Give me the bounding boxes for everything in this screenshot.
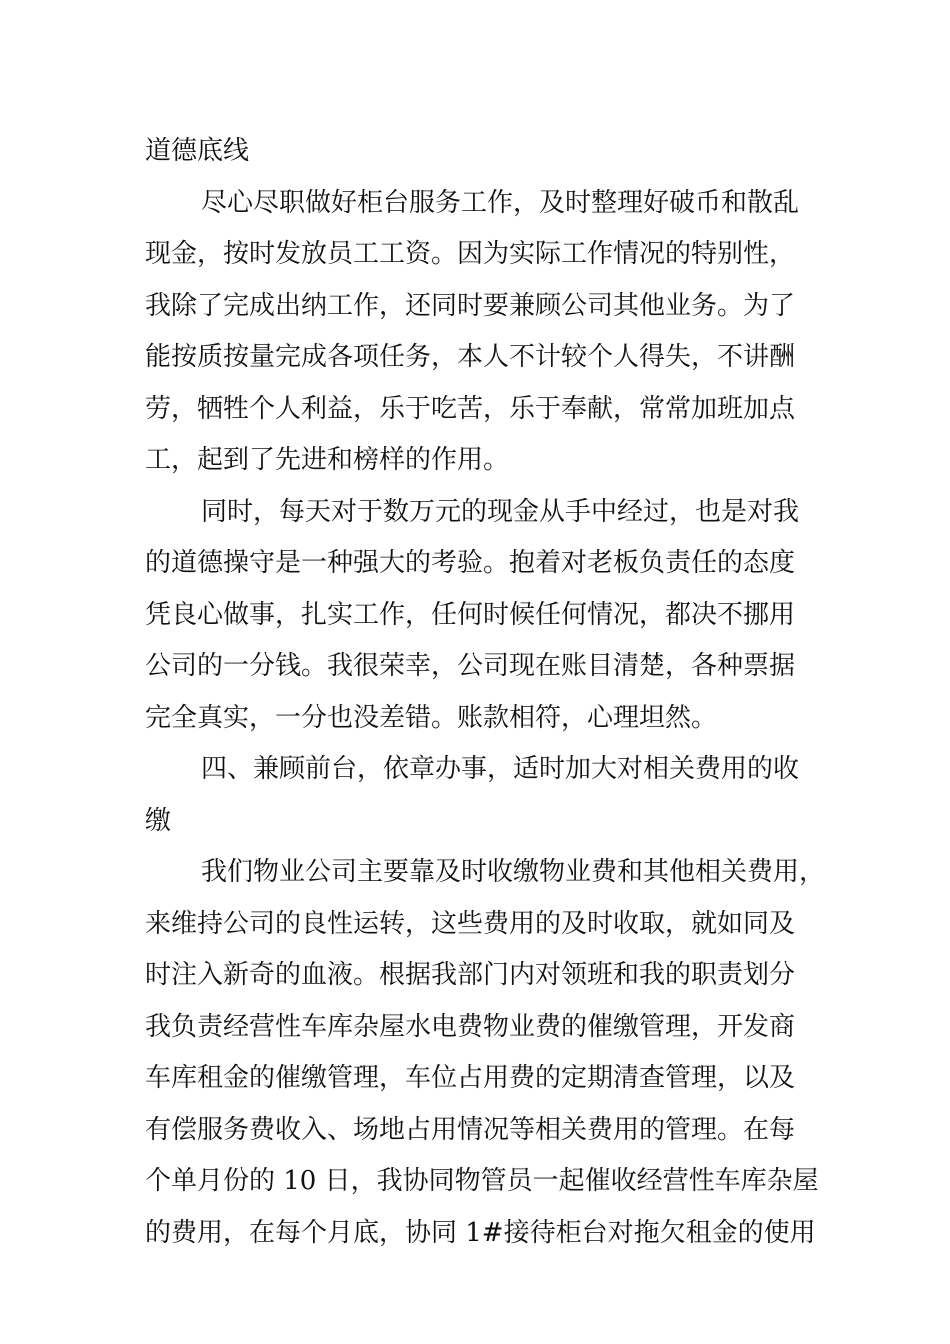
document-body — [145, 126, 826, 1259]
section-heading-line: 缴 — [145, 805, 172, 836]
text-line: 现金，按时发放员工工资。因为实际工作情况的特别性， — [145, 239, 796, 269]
text-line: 凭良心做事，扎实工作，任何时候任何情况，都决不挪用 — [145, 599, 796, 630]
text-line: 车库租金的催缴管理，车位占用费的定期清查管理，以及 — [145, 1063, 796, 1093]
text-line: 劳，牺牲个人利益，乐于吃苦，乐于奉献，常常加班加点 — [145, 393, 796, 424]
text-line: 完全真实，一分也没差错。账款相符，心理坦然。 — [145, 702, 718, 733]
section-heading-line: 四、兼顾前台，依章办事，适时加大对相关费用的收 — [201, 754, 800, 784]
text-line: 我除了完成出纳工作，还同时要兼顾公司其他业务。为了 — [145, 290, 796, 321]
text-line: 的费用，在每个月底，协同 1#接待柜台对拖欠租金的使用 — [145, 1217, 816, 1248]
text-line: 来维持公司的良性运转，这些费用的及时收取，就如同及 — [145, 908, 796, 939]
text-line: 时注入新奇的血液。根据我部门内对领班和我的职责划分 — [145, 960, 796, 990]
text-line: 个单月份的 10 日，我协同物管员一起催收经营性车库杂屋 — [145, 1166, 819, 1196]
text-line: 尽心尽职做好柜台服务工作，及时整理好破币和散乱 — [201, 187, 800, 218]
text-line: 有偿服务费收入、场地占用情况等相关费用的管理。在每 — [145, 1114, 796, 1145]
text-line: 工，起到了先进和榜样的作用。 — [145, 445, 510, 475]
text-line: 同时，每天对于数万元的现金从手中经过，也是对我 — [201, 496, 800, 527]
text-line: 道德底线 — [145, 136, 250, 166]
text-line: 我负责经营性车库杂屋水电费物业费的催缴管理，开发商 — [145, 1011, 796, 1042]
text-line: 我们物业公司主要靠及时收缴物业费和其他相关费用， — [201, 857, 826, 887]
text-line: 公司的一分钱。我很荣幸，公司现在账目清楚，各种票据 — [145, 651, 796, 681]
text-line: 能按质按量完成各项任务，本人不计较个人得失，不讲酬 — [145, 342, 796, 372]
text-line: 的道德操守是一种强大的考验。抱着对老板负责任的态度 — [145, 548, 796, 578]
